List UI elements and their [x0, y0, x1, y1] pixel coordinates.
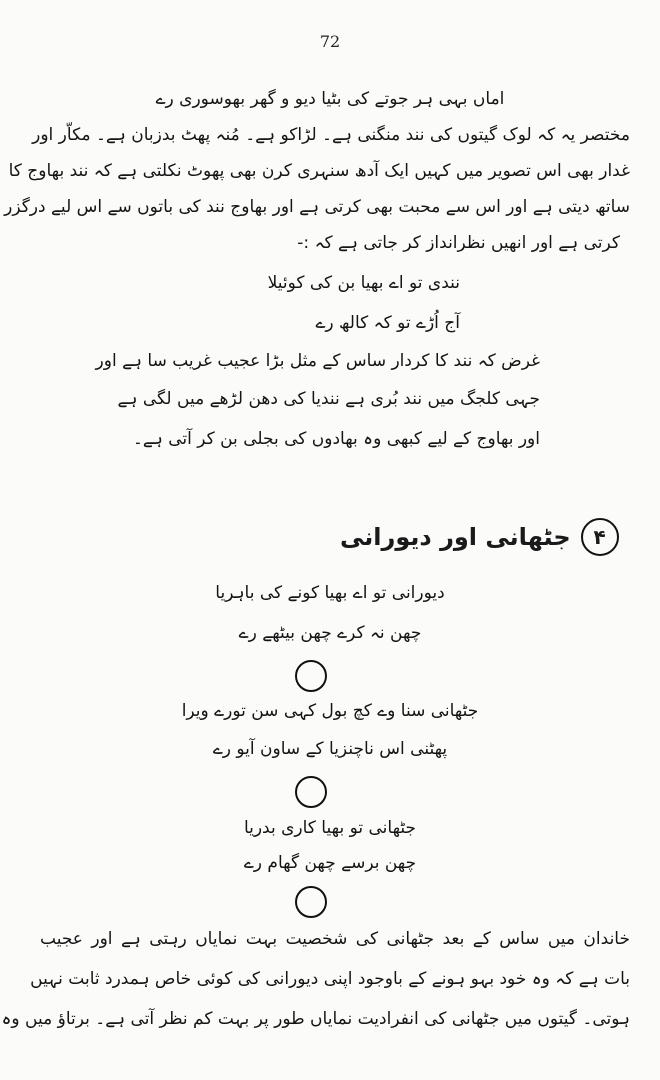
section-title: جٹھانی اور دیورانی — [340, 523, 571, 551]
page-number: 72 — [319, 32, 341, 51]
paragraph-1-line-4: کرتی ہے اور انھیں نظرانداز کر جاتی ہے کہ :- — [297, 233, 620, 253]
verse-1-line-2: آج اُڑے تو کہ کالھ رے — [315, 313, 460, 333]
paragraph-1-line-1: مختصر یہ کہ لوک گیتوں کی نند منگنی ہے۔ لڑاکو ہے۔ مُنہ پھٹ بدزبان ہے۔ مکاّر اور — [32, 125, 630, 145]
intro-verse: اماں بہی ہر جوتے کی بٹیا دیو و گھر بھوسوری رے — [155, 89, 505, 109]
paragraph-3-line-2: بات ہے کہ وہ خود بہو ہونے کے باوجود اپنی دیورانی کی کوئی خاص ہمدرد ثابت نہیں — [30, 969, 630, 989]
stanza-divider-circle — [295, 776, 327, 808]
paragraph-2-line-3: اور بھاوج کے لیے کبھی وہ بھادوں کی بجلی بن کر آتی ہے۔ — [132, 429, 540, 449]
paragraph-1-line-3: ساتھ دیتی ہے اور اس سے محبت بھی کرتی ہے اور بھاوج نند کی باتوں سے اس لیے درگزر — [4, 197, 630, 217]
verse-1-line-1: نندی تو اے بھیا بن کی کوئیلا — [267, 273, 460, 293]
stanza-3-line-1: جٹھانی تو بھیا کاری بدریا — [243, 818, 417, 838]
stanza-1-line-2: چھن نہ کرے چھن بیٹھے رے — [238, 623, 422, 643]
paragraph-2-line-2: جہی کلجگ میں نند بُری ہے نندیا کی دھن لڑھے میں لگی ہے — [117, 389, 540, 409]
stanza-divider-circle — [295, 886, 327, 918]
stanza-2-line-1: جٹھانی سنا وے کچ بول کہی سن تورے ویرا — [181, 701, 479, 721]
stanza-divider-circle — [295, 660, 327, 692]
paragraph-2-line-1: غرض کہ نند کا کردار ساس کے مثل بڑا عجیب غریب سا ہے اور — [95, 351, 540, 371]
stanza-2-line-2: پھٹنی اس ناچنزیا کے ساون آیو رے — [212, 739, 448, 759]
paragraph-1-line-2: غدار بھی اس تصویر میں کہیں ایک آدھ سنہری کرن بھی پھوٹ نکلتی ہے کہ نند بھاوج کا — [8, 161, 630, 181]
stanza-1-line-1: دیورانی تو اے بھیا کونے کی باہریا — [215, 583, 445, 603]
stanza-3-line-2: چھن برسے چھن گھام رے — [243, 853, 417, 873]
paragraph-3-line-1: خاندان میں ساس کے بعد جٹھانی کی شخصیت بہت نمایاں رہتی ہے اور عجیب — [40, 929, 630, 949]
section-heading — [340, 518, 619, 556]
section-number-badge: ۴ — [581, 518, 619, 556]
paragraph-3-line-3: ہوتی۔ گیتوں میں جٹھانی کی انفرادیت نمایاں طور پر بہت کم نظر آتی ہے۔ برتاؤ میں وہ — [1, 1009, 630, 1029]
